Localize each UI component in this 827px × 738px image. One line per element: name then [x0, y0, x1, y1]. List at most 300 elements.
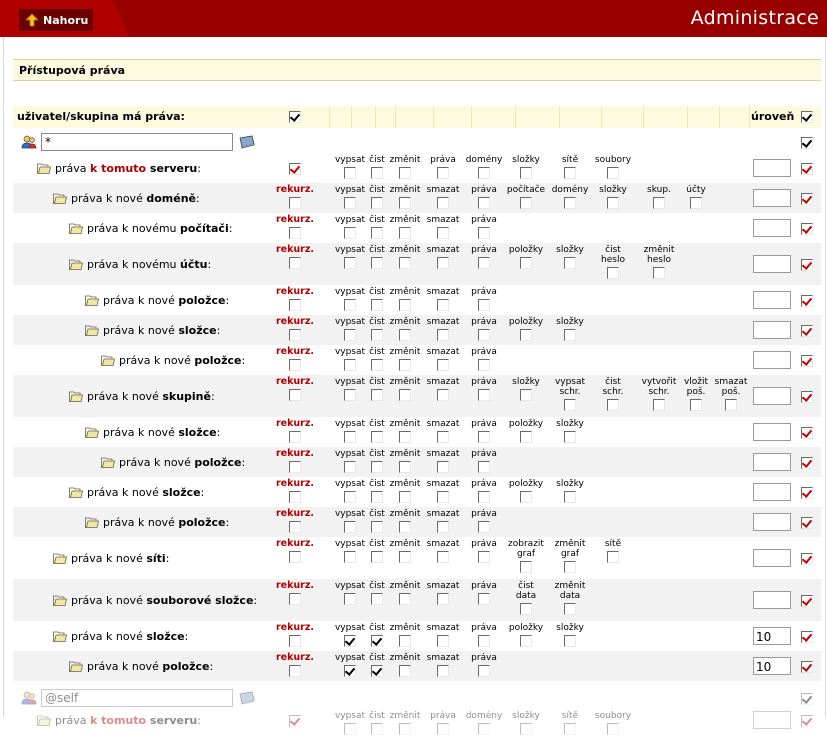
perm-checkbox[interactable] — [399, 521, 411, 533]
perm-label: čist — [369, 185, 385, 195]
rights-row-14-perm-cell — [504, 581, 548, 618]
perm-label: změnit heslo — [643, 245, 675, 265]
perm-label: smazat — [426, 347, 460, 357]
perm-checkbox[interactable] — [520, 561, 532, 573]
perm-label: čist — [369, 215, 385, 225]
rights-row-12 — [13, 507, 821, 537]
perm-label: vypsat — [334, 449, 366, 459]
perm-checkbox[interactable] — [520, 167, 532, 179]
row-enable-checkbox[interactable] — [801, 295, 813, 307]
perm-label: smazat — [426, 185, 460, 195]
perm-checkbox[interactable] — [399, 491, 411, 503]
level-input[interactable] — [753, 423, 791, 441]
folder-icon — [69, 259, 83, 270]
perm-checkbox[interactable] — [437, 521, 449, 533]
level-input[interactable] — [753, 591, 791, 609]
perm-checkbox[interactable] — [437, 197, 449, 209]
perm-checkbox[interactable] — [371, 389, 383, 401]
header-divider — [351, 106, 352, 128]
rekurz-cell — [275, 509, 315, 536]
rekurz-label: rekurz. — [275, 418, 315, 429]
folder-icon — [85, 325, 99, 336]
level-input[interactable] — [753, 291, 791, 309]
perm-checkbox[interactable] — [564, 431, 576, 443]
rights-row-label — [85, 417, 220, 447]
rekurz-checkbox[interactable] — [289, 665, 301, 677]
rekurz-label: rekurz. — [275, 580, 315, 591]
perm-checkbox[interactable] — [399, 167, 411, 179]
rights-row-label — [53, 621, 188, 651]
perm-checkbox[interactable] — [564, 561, 576, 573]
perm-label: změnit — [389, 287, 421, 297]
perm-checkbox[interactable] — [371, 227, 383, 239]
rights-row-text: práva k novému počítači: — [87, 221, 233, 235]
perm-checkbox[interactable] — [437, 665, 449, 677]
row-enable-checkbox[interactable] — [801, 223, 813, 235]
rekurz-label: rekurz. — [275, 622, 315, 633]
perm-checkbox[interactable] — [564, 603, 576, 615]
perm-checkbox[interactable] — [437, 329, 449, 341]
rights-row-5-perm-cell — [462, 287, 506, 314]
row-enable-checkbox[interactable] — [801, 355, 813, 367]
rights-row-4-perm-cell — [548, 245, 592, 272]
perm-checkbox[interactable] — [478, 167, 490, 179]
rekurz-label: rekurz. — [275, 244, 315, 255]
perm-checkbox[interactable] — [399, 329, 411, 341]
perm-label: změnit — [389, 185, 421, 195]
perm-label: změnit — [389, 377, 421, 387]
perm-checkbox[interactable] — [371, 461, 383, 473]
perm-checkbox[interactable] — [437, 359, 449, 371]
perm-checkbox[interactable] — [437, 257, 449, 269]
perm-label: čist — [369, 711, 385, 721]
user-filter-input[interactable]: @self — [41, 689, 233, 707]
perm-checkbox[interactable] — [371, 257, 383, 269]
server-all-checkbox[interactable] — [289, 163, 301, 175]
rights-row-6 — [13, 315, 821, 345]
address-book-icon[interactable] — [238, 135, 256, 149]
row-enable-checkbox[interactable] — [801, 517, 813, 529]
rekurz-checkbox[interactable] — [289, 389, 301, 401]
perm-label: vypsat — [334, 317, 366, 327]
perm-checkbox[interactable] — [437, 431, 449, 443]
rights-row-text: práva k nové složce: — [71, 629, 189, 643]
rights-row-3-perm-cell — [421, 215, 465, 242]
rights-row-10-perm-cell — [462, 449, 506, 476]
perm-label: čist — [369, 419, 385, 429]
perm-checkbox[interactable] — [690, 197, 702, 209]
user-filter-input[interactable]: * — [41, 133, 233, 151]
level-input[interactable] — [753, 219, 791, 237]
rekurz-checkbox[interactable] — [289, 329, 301, 341]
rekurz-cell — [275, 419, 315, 446]
level-input[interactable] — [753, 255, 791, 273]
rekurz-cell — [275, 287, 315, 314]
perm-checkbox[interactable] — [725, 399, 737, 411]
perm-checkbox[interactable] — [607, 267, 619, 279]
perm-checkbox[interactable] — [564, 723, 576, 735]
perm-checkbox[interactable] — [437, 167, 449, 179]
perm-checkbox[interactable] — [564, 329, 576, 341]
perm-checkbox[interactable] — [478, 461, 490, 473]
rights-row-17-perm-cell — [421, 711, 465, 738]
perm-checkbox[interactable] — [437, 461, 449, 473]
rights-row-text: práva k nové složce: — [87, 485, 205, 499]
perm-label: změnit — [389, 347, 421, 357]
rekurz-checkbox[interactable] — [289, 257, 301, 269]
perm-checkbox[interactable] — [520, 257, 532, 269]
rekurz-checkbox[interactable] — [289, 491, 301, 503]
row-enable-checkbox[interactable] — [801, 487, 813, 499]
perm-checkbox[interactable] — [478, 329, 490, 341]
level-input[interactable]: 10 — [753, 657, 791, 675]
perm-label: smazat — [426, 419, 460, 429]
perm-checkbox[interactable] — [607, 197, 619, 209]
perm-checkbox[interactable] — [399, 299, 411, 311]
rekurz-checkbox[interactable] — [289, 227, 301, 239]
perm-label: změnit — [389, 509, 421, 519]
perm-checkbox[interactable] — [371, 359, 383, 371]
perm-checkbox[interactable] — [478, 197, 490, 209]
row-enable-checkbox[interactable] — [801, 661, 813, 673]
perm-checkbox[interactable] — [371, 723, 383, 735]
perm-checkbox[interactable] — [564, 257, 576, 269]
rights-row-4-perm-cell — [637, 245, 681, 282]
perm-checkbox[interactable] — [478, 551, 490, 563]
perm-label: čist — [369, 317, 385, 327]
header-label: uživatel/skupina má práva: — [17, 110, 185, 123]
perm-label: složky — [512, 155, 540, 165]
perm-checkbox[interactable] — [653, 197, 665, 209]
rekurz-cell — [275, 347, 315, 374]
rights-row-label — [69, 651, 213, 681]
perm-checkbox[interactable] — [520, 431, 532, 443]
perm-checkbox[interactable] — [371, 491, 383, 503]
rights-row-9-perm-cell — [504, 419, 548, 446]
perm-label: účty — [686, 185, 706, 195]
row-enable-checkbox[interactable] — [801, 595, 813, 607]
perm-checkbox[interactable] — [478, 359, 490, 371]
header-checkbox[interactable] — [289, 111, 301, 123]
arrow-up-icon — [25, 13, 39, 27]
perm-checkbox[interactable] — [437, 723, 449, 735]
perm-label: složky — [556, 479, 584, 489]
rights-row-17 — [13, 709, 821, 731]
perm-label: práva — [471, 581, 497, 591]
perm-checkbox[interactable] — [564, 197, 576, 209]
perm-label: soubory — [594, 155, 632, 165]
perm-checkbox[interactable] — [437, 227, 449, 239]
level-input[interactable] — [753, 189, 791, 207]
perm-checkbox[interactable] — [607, 399, 619, 411]
row-enable-checkbox[interactable] — [801, 163, 813, 175]
perm-label: změnit — [389, 479, 421, 489]
perm-checkbox[interactable] — [399, 197, 411, 209]
perm-label: sítě — [561, 711, 579, 721]
rekurz-checkbox[interactable] — [289, 299, 301, 311]
rights-row-2-perm-cell — [462, 185, 506, 212]
rights-row-14 — [13, 579, 821, 621]
perm-label: smazat — [426, 509, 460, 519]
perm-label: práva — [471, 479, 497, 489]
user-row — [13, 687, 821, 709]
perm-checkbox[interactable] — [399, 593, 411, 605]
perm-checkbox[interactable] — [478, 491, 490, 503]
level-input[interactable] — [753, 513, 791, 531]
rights-row-1-perm-cell — [548, 155, 592, 182]
perm-checkbox[interactable] — [399, 461, 411, 473]
perm-label: smazat — [426, 215, 460, 225]
back-up-label: Nahoru — [43, 13, 89, 27]
perm-checkbox[interactable] — [564, 491, 576, 503]
perm-checkbox[interactable] — [437, 635, 449, 647]
rights-row-16-perm-cell — [421, 653, 465, 680]
perm-checkbox[interactable] — [478, 593, 490, 605]
row-enable-checkbox[interactable] — [801, 631, 813, 643]
perm-checkbox[interactable] — [478, 521, 490, 533]
perm-checkbox[interactable] — [478, 723, 490, 735]
perm-label: práva — [471, 377, 497, 387]
perm-checkbox[interactable] — [478, 389, 490, 401]
folder-icon — [85, 295, 99, 306]
address-book-icon[interactable] — [238, 691, 256, 705]
perm-checkbox[interactable] — [478, 431, 490, 443]
user-row-checkbox[interactable] — [801, 693, 813, 705]
rights-row-15-perm-cell — [548, 623, 592, 650]
rights-row-17-perm-cell — [504, 711, 548, 738]
rights-row-4-perm-cell — [591, 245, 635, 282]
perm-checkbox[interactable] — [399, 359, 411, 371]
perm-checkbox[interactable] — [399, 665, 411, 677]
rights-row-11-perm-cell — [462, 479, 506, 506]
rights-row-8-perm-cell — [421, 377, 465, 404]
header-divider — [329, 106, 330, 128]
row-enable-checkbox[interactable] — [801, 391, 813, 403]
perm-checkbox[interactable] — [399, 227, 411, 239]
rights-row-text: práva k tomuto serveru: — [55, 713, 201, 727]
perm-checkbox[interactable] — [437, 491, 449, 503]
perm-checkbox[interactable] — [607, 723, 619, 735]
rights-row-label — [101, 345, 245, 375]
perm-label: čist — [369, 287, 385, 297]
perm-label: domény — [465, 155, 503, 165]
perm-checkbox[interactable] — [371, 521, 383, 533]
perm-label: vypsat — [334, 347, 366, 357]
rekurz-cell — [275, 449, 315, 476]
rights-row-17-perm-cell — [591, 711, 635, 738]
rights-row-15-perm-cell — [504, 623, 548, 650]
perm-checkbox[interactable] — [399, 723, 411, 735]
rights-row-label — [101, 447, 245, 477]
rekurz-label: rekurz. — [275, 448, 315, 459]
perm-checkbox[interactable] — [399, 635, 411, 647]
rights-row-9-perm-cell — [548, 419, 592, 446]
header-level-checkbox[interactable] — [801, 111, 813, 123]
perm-label: smazat — [426, 539, 460, 549]
perm-checkbox[interactable] — [653, 267, 665, 279]
perm-checkbox[interactable] — [520, 389, 532, 401]
perm-label: vypsat — [334, 581, 366, 591]
level-input[interactable] — [753, 711, 791, 729]
perm-label: složky — [599, 185, 627, 195]
user-row — [13, 131, 821, 153]
perm-label: vypsat — [334, 419, 366, 429]
perm-label: smazat — [426, 653, 460, 663]
perm-label: počítače — [506, 185, 546, 195]
perm-label: vypsat — [334, 245, 366, 255]
rekurz-checkbox[interactable] — [289, 197, 301, 209]
perm-label: práva — [430, 711, 456, 721]
perm-label: smazat — [426, 479, 460, 489]
header-divider — [395, 106, 396, 128]
rights-row-3-perm-cell — [462, 215, 506, 242]
perm-checkbox[interactable] — [371, 197, 383, 209]
perm-checkbox[interactable] — [371, 329, 383, 341]
perm-label: smazat — [426, 449, 460, 459]
rekurz-cell — [275, 245, 315, 272]
level-input[interactable] — [753, 321, 791, 339]
perm-label: smazat — [426, 581, 460, 591]
perm-checkbox[interactable] — [399, 257, 411, 269]
perm-checkbox[interactable] — [478, 635, 490, 647]
row-enable-checkbox[interactable] — [801, 259, 813, 271]
perm-label: vypsat — [334, 155, 366, 165]
perm-checkbox[interactable] — [607, 167, 619, 179]
perm-checkbox[interactable] — [478, 665, 490, 677]
perm-checkbox[interactable] — [520, 635, 532, 647]
level-input[interactable]: 10 — [753, 627, 791, 645]
perm-label: smazat — [426, 287, 460, 297]
perm-checkbox[interactable] — [690, 399, 702, 411]
perm-checkbox[interactable] — [653, 399, 665, 411]
perm-label: změnit data — [554, 581, 586, 601]
level-input[interactable] — [753, 453, 791, 471]
perm-checkbox[interactable] — [437, 551, 449, 563]
rekurz-cell — [275, 653, 315, 680]
level-input[interactable] — [753, 159, 791, 177]
perm-checkbox[interactable] — [371, 299, 383, 311]
perm-checkbox[interactable] — [520, 491, 532, 503]
perm-checkbox[interactable] — [437, 299, 449, 311]
perm-checkbox[interactable] — [399, 551, 411, 563]
rekurz-checkbox[interactable] — [289, 635, 301, 647]
folder-icon — [37, 715, 51, 726]
perm-label: čist — [369, 377, 385, 387]
perm-checkbox[interactable] — [371, 167, 383, 179]
perm-label: vypsat schr. — [554, 377, 586, 397]
rekurz-checkbox[interactable] — [289, 359, 301, 371]
rights-row-11-perm-cell — [421, 479, 465, 506]
rekurz-label: rekurz. — [275, 538, 315, 549]
header-level-label: úroveň — [751, 110, 795, 123]
rights-row-8-perm-cell — [462, 377, 506, 404]
rights-row-8 — [13, 375, 821, 417]
rekurz-checkbox[interactable] — [289, 461, 301, 473]
perm-checkbox[interactable] — [564, 167, 576, 179]
perm-label: čist — [369, 539, 385, 549]
row-enable-checkbox[interactable] — [801, 553, 813, 565]
perm-label: práva — [471, 623, 497, 633]
rekurz-cell — [275, 479, 315, 506]
perm-checkbox[interactable] — [371, 593, 383, 605]
rekurz-label: rekurz. — [275, 316, 315, 327]
perm-label: smazat poš. — [714, 377, 748, 397]
level-input[interactable] — [753, 483, 791, 501]
perm-label: práva — [471, 215, 497, 225]
perm-checkbox[interactable] — [564, 399, 576, 411]
app-title: Administrace — [690, 7, 819, 29]
top-bar-angle — [112, 0, 130, 37]
perm-checkbox[interactable] — [437, 593, 449, 605]
rights-row-12-perm-cell — [421, 509, 465, 536]
perm-checkbox[interactable] — [478, 227, 490, 239]
back-up-button[interactable] — [19, 9, 93, 31]
perm-checkbox[interactable] — [371, 665, 383, 677]
row-enable-checkbox[interactable] — [801, 427, 813, 439]
perm-checkbox[interactable] — [564, 635, 576, 647]
perm-checkbox[interactable] — [520, 197, 532, 209]
perm-checkbox[interactable] — [371, 431, 383, 443]
perm-checkbox[interactable] — [399, 431, 411, 443]
rekurz-cell — [275, 623, 315, 650]
folder-icon — [101, 355, 115, 366]
rights-row-text: práva k nové položce: — [103, 293, 230, 307]
rights-row-text: práva k nové položce: — [119, 353, 246, 367]
perm-checkbox[interactable] — [399, 389, 411, 401]
rekurz-checkbox[interactable] — [289, 521, 301, 533]
row-enable-checkbox[interactable] — [801, 325, 813, 337]
folder-icon — [37, 163, 51, 174]
perm-label: domény — [551, 185, 589, 195]
level-input[interactable] — [753, 351, 791, 369]
rights-row-16-perm-cell — [462, 653, 506, 680]
user-row-checkbox[interactable] — [801, 137, 813, 149]
row-enable-checkbox[interactable] — [801, 193, 813, 205]
rekurz-checkbox[interactable] — [289, 593, 301, 605]
perm-label: složky — [556, 623, 584, 633]
perm-checkbox[interactable] — [371, 551, 383, 563]
level-input[interactable] — [753, 387, 791, 405]
perm-checkbox[interactable] — [520, 603, 532, 615]
perm-checkbox[interactable] — [520, 329, 532, 341]
perm-checkbox[interactable] — [520, 723, 532, 735]
perm-label: čist schr. — [602, 377, 624, 397]
rights-row-9 — [13, 417, 821, 447]
level-input[interactable] — [753, 549, 791, 567]
perm-checkbox[interactable] — [607, 551, 619, 563]
row-enable-checkbox[interactable] — [801, 457, 813, 469]
rights-row-7-perm-cell — [421, 347, 465, 374]
perm-checkbox[interactable] — [437, 389, 449, 401]
perm-label: smazat — [426, 317, 460, 327]
perm-label: práva — [430, 155, 456, 165]
rekurz-cell — [275, 377, 315, 404]
perm-checkbox[interactable] — [478, 257, 490, 269]
rights-row-6-perm-cell — [421, 317, 465, 344]
perm-label: sítě — [604, 539, 622, 549]
rekurz-cell — [275, 185, 315, 212]
perm-label: vypsat — [334, 185, 366, 195]
rekurz-checkbox[interactable] — [289, 431, 301, 443]
perm-checkbox[interactable] — [478, 299, 490, 311]
perm-label: vložit poš. — [683, 377, 709, 397]
rights-row-10 — [13, 447, 821, 477]
rekurz-checkbox[interactable] — [289, 551, 301, 563]
content-panel — [3, 37, 826, 727]
perm-checkbox[interactable] — [371, 635, 383, 647]
rights-row-text: práva k nové složce: — [103, 425, 221, 439]
rights-row-4-perm-cell — [504, 245, 548, 272]
